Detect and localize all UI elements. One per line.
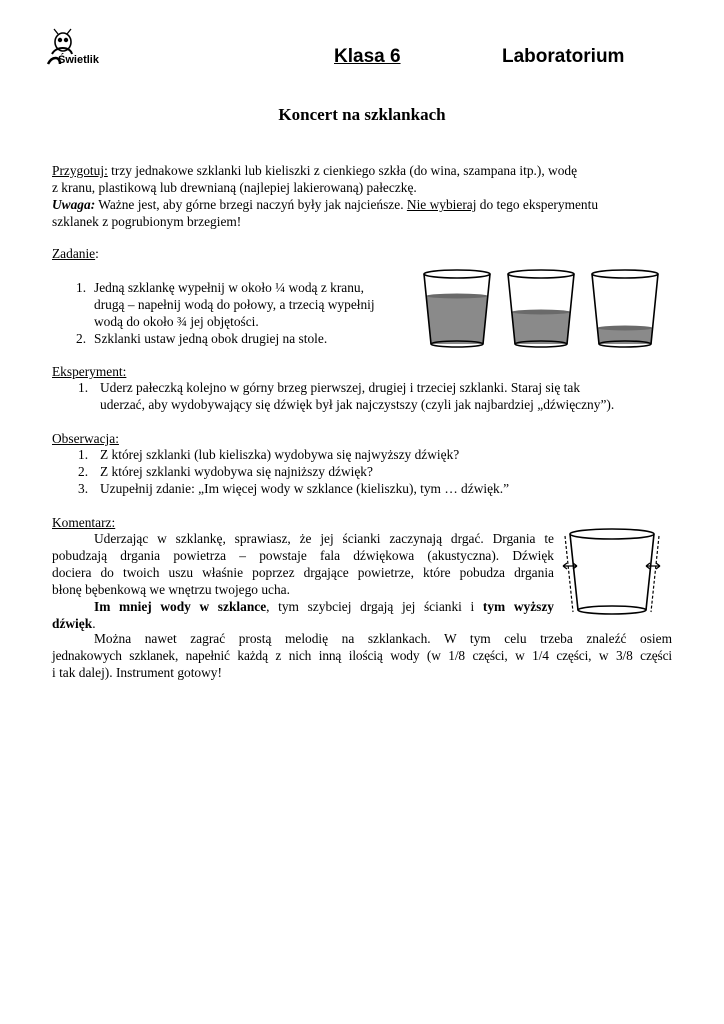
class-label: Klasa 6: [334, 46, 401, 67]
glass-2-water-surface: [512, 310, 570, 315]
comment-line: pobudzają drgania powietrza – powstaje fala dźwiękowa (akustyczna). Dźwięk: [52, 548, 554, 563]
note-label: Uwaga:: [52, 197, 96, 212]
logo-text: Świetlik: [58, 54, 99, 66]
observation-label: Obserwacja:: [52, 431, 119, 446]
comment-paragraph-3: [52, 630, 672, 681]
task-colon: :: [95, 246, 99, 261]
list-number: 2.: [76, 331, 87, 346]
task-list: [76, 279, 416, 347]
list-item: [78, 379, 698, 413]
list-text: wodą do około ¾ jej objętości.: [94, 314, 259, 329]
page-title: Koncert na szklankach: [278, 105, 446, 124]
comment-line: Można nawet zagrać prostą melodię na szklankach. W tym celu trzeba znaleźć osiem: [94, 631, 672, 646]
observation-section: [52, 430, 692, 447]
observation-list: [78, 446, 698, 497]
prepare-label: Przygotuj:: [52, 163, 108, 178]
list-number: 1.: [78, 380, 89, 395]
list-text: Z której szklanki (lub kieliszka) wydobywa się najwyższy dźwięk?: [100, 447, 460, 462]
prepare-text-1: trzy jednakowe szklanki lub kieliszki z cienkiego szkła (do wina, szampana itp.), wodę: [107, 163, 578, 178]
task-label: Zadanie: [52, 246, 96, 261]
glass-1-water: [426, 296, 488, 344]
note-text-1: Ważne jest, aby górne brzegi naczyń były jak najcieńsze.: [95, 197, 407, 212]
list-text: drugą – napełnij wodą do połowy, a trzecią wypełnij: [94, 297, 375, 312]
note-text-2: do tego eksperymentu: [476, 197, 599, 212]
prepare-text-2: z kranu, plastikową lub drewnianą (najlepiej lakierowaną) pałeczkę.: [52, 180, 417, 195]
glass-3-water-surface: [597, 326, 652, 331]
glass-2-icon: [508, 270, 574, 347]
list-number: 2.: [78, 464, 89, 479]
comment-line: jednakowych szklanek, napełnić każdą z nich inną ilością wody (w 1/8 części, w 1/4 części, w 3/8 części: [52, 648, 672, 663]
emphasis-higher: tym wyższy: [482, 599, 554, 614]
list-text: Uzupełnij zdanie: „Im więcej wody w szklance (kieliszku), tym … dźwięk.”: [100, 481, 510, 496]
emphasis-period: .: [92, 616, 96, 631]
list-item: [78, 463, 698, 480]
experiment-label: Eksperyment:: [52, 364, 127, 379]
logo: [46, 28, 126, 72]
note-underlined: Nie wybieraj: [406, 197, 477, 212]
list-number: 1.: [78, 447, 89, 462]
comment-emphasis-line: [52, 598, 554, 615]
comment-paragraph-1: [52, 530, 554, 632]
comment-line: Uderzając w szklankę, sprawiasz, że jej ścianki zaczynają drgać. Drgania te: [94, 531, 554, 546]
note-text-3: szklanek z pogrubionym brzegiem!: [52, 214, 242, 229]
prepare-section: [52, 162, 672, 230]
vibrating-glass-icon: [563, 529, 660, 614]
emphasis-sound: dźwięk: [52, 616, 93, 631]
list-text: Uderz pałeczką kolejno w górny brzeg pierwszej, drugiej i trzeciej szklanki. Staraj się tak: [100, 380, 581, 395]
list-item: [78, 480, 698, 497]
list-text: uderzać, aby wydobywający się dźwięk był jak najczystszy (czyli jak najbardziej „dźwięczny”).: [100, 397, 615, 412]
glass-2-rim: [508, 270, 574, 278]
glass-1-rim: [424, 270, 490, 278]
list-number: 3.: [78, 481, 89, 496]
glass-3-rim: [592, 270, 658, 278]
task-section: [52, 245, 412, 262]
glass-2-water: [512, 312, 570, 344]
emphasis-mid: , tym szybciej drgają jej ścianki i: [266, 599, 483, 614]
glass-1-water-surface: [426, 294, 488, 299]
list-text: Z której szklanki wydobywa się najniższy dźwięk?: [100, 464, 373, 479]
emphasis-less-water: Im mniej wody w szklance: [94, 599, 267, 614]
list-item: [76, 279, 416, 330]
experiment-section: [52, 363, 692, 380]
list-item: [76, 330, 416, 347]
glass-3-wall: [592, 274, 599, 344]
vibrating-glass-illustration: [560, 526, 664, 620]
glasses-illustration: [420, 266, 670, 350]
list-item: [78, 446, 698, 463]
glass-1-icon: [424, 270, 490, 347]
comment-line: dociera do twoich uszu właśnie poprzez drgające powietrze, które pobudza drgania: [52, 565, 554, 580]
list-text: Szklanki ustaw jedną obok drugiej na stole.: [94, 331, 328, 346]
glass-3-icon: [592, 270, 658, 347]
comment-line: błonę bębenkową we wnętrzu twojego ucha.: [52, 582, 290, 597]
lab-label: Laboratorium: [502, 46, 625, 67]
glass-3-wall: [651, 274, 658, 344]
glass-2-wall: [508, 274, 515, 344]
list-text: Jedną szklankę wypełnij w około ¼ wodą z kranu,: [94, 280, 364, 295]
list-number: 1.: [76, 280, 87, 295]
comment-line: i tak dalej). Instrument gotowy!: [52, 665, 222, 680]
glass-2-wall: [567, 274, 574, 344]
experiment-list: [78, 379, 698, 413]
comment-label: Komentarz:: [52, 515, 116, 530]
